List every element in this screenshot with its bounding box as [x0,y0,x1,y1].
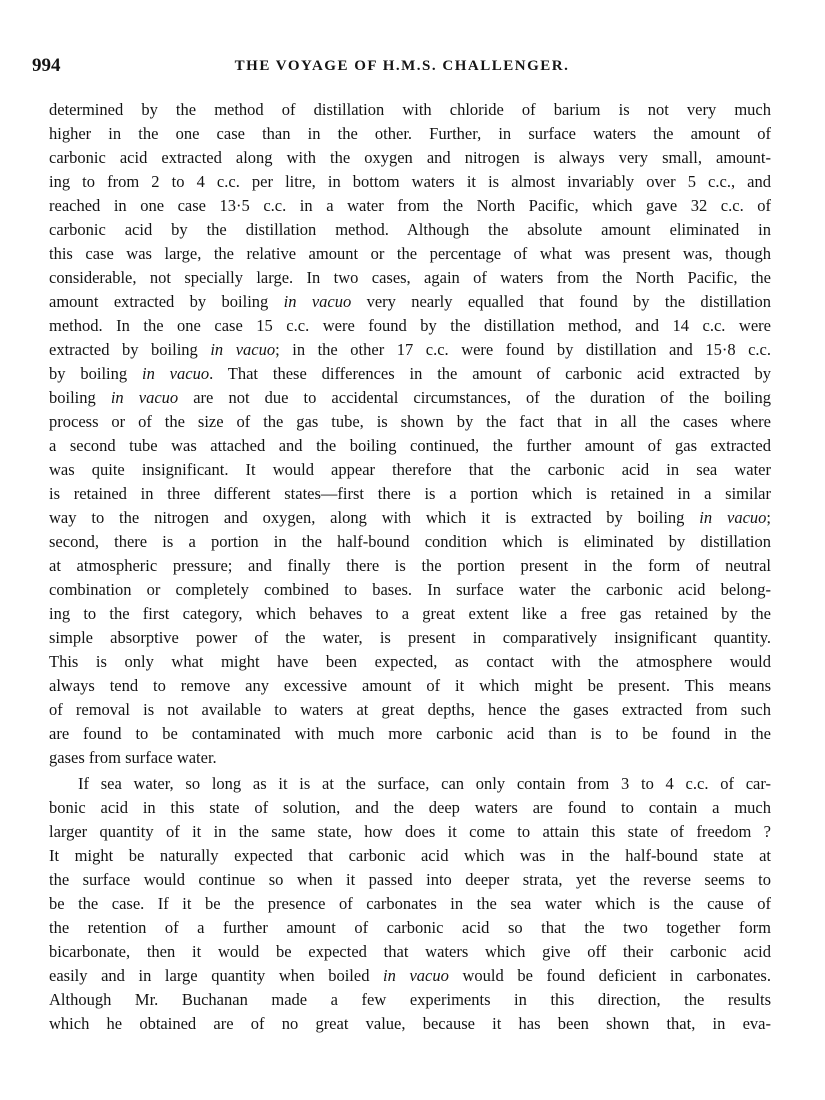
text-line: reached in one case 13·5 c.c. in a water from the North Pacific, which gave 32 c.c. of [49,196,771,215]
text-line: at atmospheric pressure; and finally there is the portion present in the form of neutral [49,556,771,575]
text-line: way to the nitrogen and oxygen, along with which it is extracted by boiling in vacuo; [49,508,771,527]
text-line: considerable, not specially large. In two cases, again of waters from the North Pacific, the [49,268,771,287]
text-line: simple absorptive power of the water, is present in comparatively insignificant quantity. [49,628,771,647]
text-line: a second tube was attached and the boiling continued, the further amount of gas extracted [49,436,771,455]
text-line: method. In the one case 15 c.c. were found by the distillation method, and 14 c.c. were [49,316,771,335]
text-line: Although Mr. Buchanan made a few experiments in this direction, the results [49,990,771,1009]
text-line: combination or completely combined to bases. In surface water the carbonic acid belong- [49,580,771,599]
text-line: amount extracted by boiling in vacuo very nearly equalled that found by the distillation [49,292,771,311]
text-line: second, there is a portion in the half-bound condition which is eliminated by distillation [49,532,771,551]
text-line: determined by the method of distillation with chloride of barium is not very much [49,100,771,119]
text-line: This is only what might have been expected, as contact with the atmosphere would [49,652,771,671]
text-line: process or of the size of the gas tube, is shown by the fact that in all the cases where [49,412,771,431]
text-line: ing to from 2 to 4 c.c. per litre, in bottom waters it is almost invariably over 5 c.c., and [49,172,771,191]
text-line: the retention of a further amount of carbonic acid so that the two together form [49,918,771,937]
text-line: It might be naturally expected that carbonic acid which was in the half-bound state at [49,846,771,865]
text-line: carbonic acid extracted along with the oxygen and nitrogen is always very small, amount- [49,148,771,167]
text-line: ing to the first category, which behaves to a great extent like a free gas retained by the [49,604,771,623]
text-line: bicarbonate, then it would be expected that waters which give off their carbonic acid [49,942,771,961]
text-line: the surface would continue so when it passed into deeper strata, yet the reverse seems to [49,870,771,889]
page-number: 994 [32,55,61,76]
text-line: extracted by boiling in vacuo; in the other 17 c.c. were found by distillation and 15·8 c.c. [49,340,771,359]
text-line: are found to be contaminated with much more carbonic acid than is to be found in the [49,724,771,743]
text-line: which he obtained are of no great value, because it has been shown that, in eva- [49,1014,771,1033]
text-line: easily and in large quantity when boiled in vacuo would be found deficient in carbonates. [49,966,771,985]
text-line: of removal is not available to waters at great depths, hence the gases extracted from such [49,700,771,719]
running-title: THE VOYAGE OF H.M.S. CHALLENGER. [234,58,570,74]
text-line: higher in the one case than in the other. Further, in surface waters the amount of [49,124,771,143]
text-line: carbonic acid by the distillation method. Although the absolute amount eliminated in [49,220,771,239]
text-line: boiling in vacuo are not due to accidental circumstances, of the duration of the boiling [49,388,771,407]
text-line: this case was large, the relative amount or the percentage of what was present was, though [49,244,771,263]
text-line: be the case. If it be the presence of carbonates in the sea water which is the cause of [49,894,771,913]
text-line: by boiling in vacuo. That these differences in the amount of carbonic acid extracted by [49,364,771,383]
text-line: larger quantity of it in the same state, how does it come to attain this state of freedom ? [49,822,771,841]
text-line: If sea water, so long as it is at the surface, can only contain from 3 to 4 c.c. of car- [78,774,771,793]
text-line: was quite insignificant. It would appear therefore that the carbonic acid in sea water [49,460,771,479]
text-line: always tend to remove any excessive amount of it which might be present. This means [49,676,771,695]
text-line: is retained in three different states—first there is a portion which is retained in a similar [49,484,771,503]
text-line: bonic acid in this state of solution, and the deep waters are found to contain a much [49,798,771,817]
text-line: gases from surface water. [49,748,217,767]
